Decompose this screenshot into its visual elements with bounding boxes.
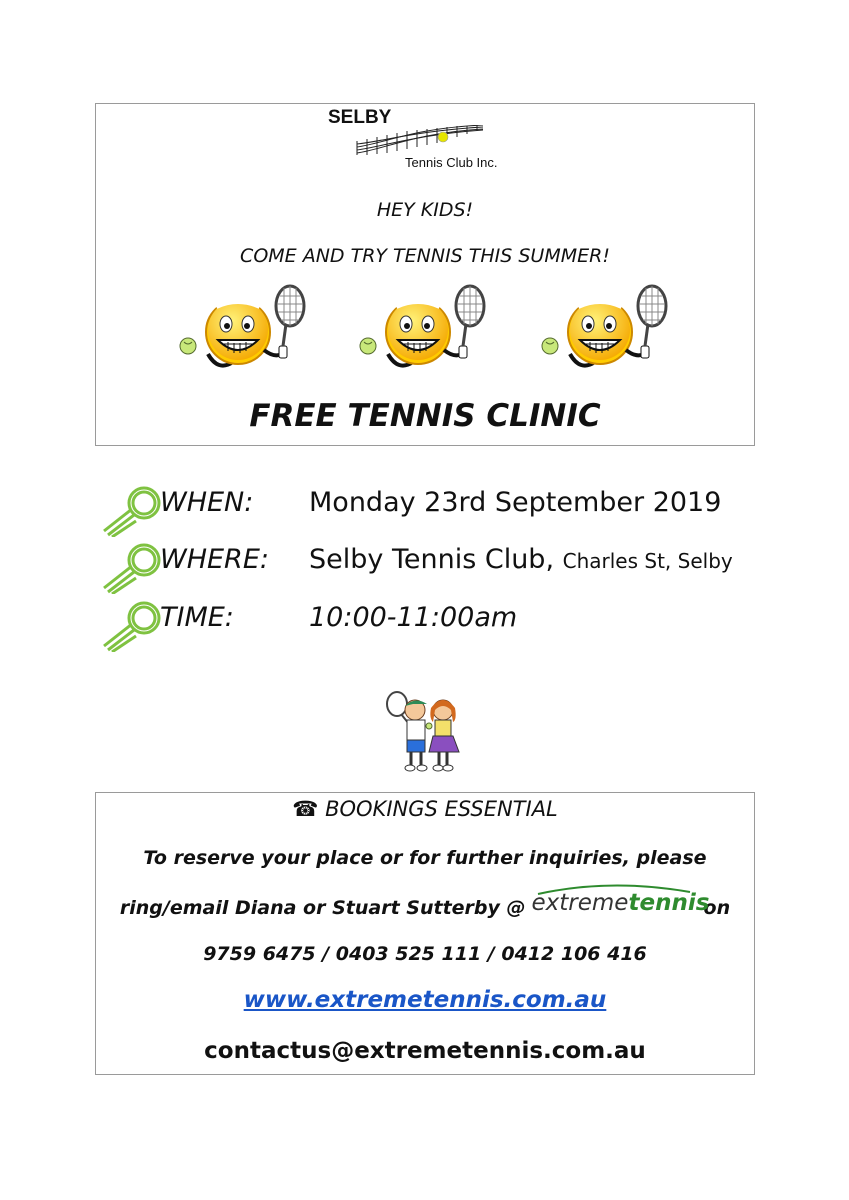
where-value: Selby Tennis Club, [309, 544, 555, 575]
bookings-title [95, 797, 755, 821]
extreme-tennis-logo [530, 880, 710, 920]
smiley-tennis-icon [540, 284, 670, 384]
where-label: WHERE: [160, 544, 269, 575]
time-label: TIME: [160, 602, 234, 633]
smiley-tennis-icon [358, 284, 488, 384]
bookings-line-2-suffix: on [703, 897, 731, 919]
come-try-heading: COME AND TRY TENNIS THIS SUMMER! [240, 245, 610, 267]
when-value: Monday 23rd September 2019 [309, 487, 722, 518]
bookings-phone-numbers: 9759 6475 / 0403 525 111 / 0412 106 416 [203, 943, 647, 965]
hey-kids-heading: HEY KIDS! [376, 199, 474, 221]
where-address: Charles St, Selby [562, 549, 733, 573]
free-tennis-clinic-title: FREE TENNIS CLINIC [249, 398, 601, 434]
bookings-line-1: To reserve your place or for further inquiries, please [143, 847, 707, 869]
kids-tennis-icon [383, 690, 473, 775]
tennis-ball-icon [102, 600, 162, 652]
selby-tennis-club-logo [325, 107, 525, 173]
bookings-line-2-prefix: ring/email Diana or Stuart Sutterby @ [119, 897, 526, 919]
smiley-tennis-icon [178, 284, 308, 384]
tennis-ball-icon [102, 542, 162, 594]
phone-icon: ☎ [292, 797, 319, 821]
tennis-net-icon [355, 125, 485, 157]
bookings-line-2 [95, 880, 755, 920]
logo-club-subname: Tennis Club Inc. [405, 155, 498, 170]
time-value: 10:00-11:00am [309, 602, 518, 633]
bookings-title-text: BOOKINGS ESSENTIAL [325, 797, 558, 821]
logo-club-name: SELBY [328, 107, 392, 128]
logo-extreme-text: extreme [531, 890, 629, 916]
when-label: WHEN: [160, 487, 254, 518]
tennis-ball-icon [102, 485, 162, 537]
bookings-box [95, 792, 755, 1075]
contact-email[interactable]: contactus@extremetennis.com.au [204, 1038, 646, 1064]
logo-tennis-text: tennis [628, 890, 710, 916]
website-link[interactable]: www.extremetennis.com.au [243, 987, 607, 1013]
where-value-wrap [309, 544, 733, 575]
